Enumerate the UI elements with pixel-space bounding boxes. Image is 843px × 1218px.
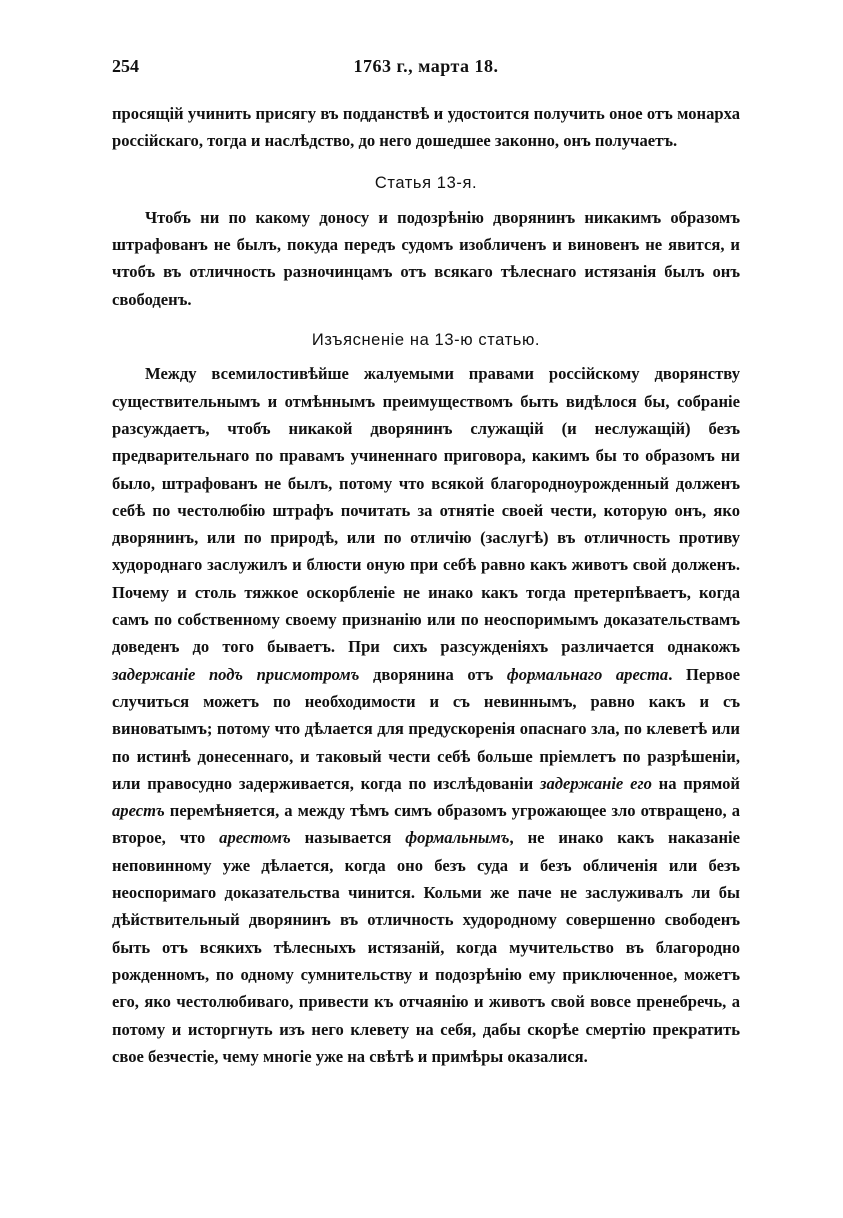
explanation-text: называется [290,828,406,848]
explanation-heading: Изъясненіе на 13-ю статью. [311,331,541,350]
italic-term: формальнаго ареста [506,664,669,684]
explanation-text: , не инако какъ наказаніе неповинному уже дѣлается, когда оно безъ суда и безъ обличенія или безъ неоспоримаго доказательства чинится. Кольми же паче не заслуживалъ ли бы дѣйствительный дворянинъ въ отличность худородному совершенно свободенъ быть отъ всякихъ тѣлесныхъ истязаній, когда мучительство въ благородно рожденномъ, по одному сумнительству и подозрѣнію ему приключенное, можетъ его, яко честолюбиваго, привести къ отчаянію и животъ свой вовсе пренебречь, а потому и исторгнуть изъ него клевету на себя, дабы скорѣе смертію прекратить свое безчестіе, чему многіе уже на свѣтѣ и примѣры оказалися. [112,828,740,1066]
italic-term: задержаніе подъ присмотромъ [112,664,360,684]
running-title: 1763 г., марта 18. [353,56,499,76]
italic-term: формальнымъ [405,828,510,848]
explanation-paragraph [112,360,740,1070]
italic-term: задержаніе его [539,773,652,793]
explanation-text: на прямой [651,773,740,793]
article-heading: Статья 13-я. [374,173,478,192]
page-body [112,100,740,1070]
continuation-paragraph: просящій учинить присягу въ подданствѣ и удостоится получить оное отъ монарха россійскаго, тогда и наслѣдство, до него дошедшее законно, онъ получаетъ. [112,104,740,151]
explanation-text: Между всемилостивѣйше жалуемыми правами россійскому дворянству существительнымъ и отмѣннымъ преимуществомъ быть видѣлося бы, собраніе разсуждаетъ, чтобъ никакой дворянинъ служащій (и неслужащій) безъ предварительнаго по правамъ учиненнаго приговора, какимъ бы то образомъ ни было, штрафованъ не былъ, потому что всякой благородноурожденный долженъ себѣ по честолюбію штрафъ почитать за отнятіе своей чести, которую онъ, яко дворянинъ, или по природѣ, или по отличію (заслугѣ) въ отличность противу худороднаго заслужилъ и блюсти оную при себѣ равно какъ животъ свой долженъ. Почему и столь тяжкое оскорбленіе не инако какъ тогда претерпѣваетъ, когда самъ по собственному своему признанію или по неоспоримымъ доказательствамъ доведенъ до того бываетъ. При сихъ разсужденіяхъ различается однакожъ [112,364,740,657]
running-header [112,56,740,86]
italic-term: арестъ [112,801,165,821]
explanation-text: перемѣняется, а между тѣмъ симъ образомъ угрожающее зло отвращено, а второе, что [112,801,740,848]
italic-term: арестомъ [219,828,291,848]
page-number: 254 [112,56,139,76]
explanation-text: дворянина отъ [359,664,507,684]
article-text: Чтобъ ни по какому доносу и подозрѣнію дворянинъ никакимъ образомъ штрафованъ не былъ, покуда передъ судомъ изобличенъ и виновенъ не явится, и чтобъ въ отличность разночинцамъ отъ всякаго тѣлеснаго истязанія былъ онъ свободенъ. [112,207,740,309]
explanation-text: . Первое случиться можетъ по необходимости и съ невиннымъ, равно какъ и съ виноватымъ; потому что дѣлается для предускоренія опаснаго зла, по клеветѣ или по истинѣ донесеннаго, и таковый чести себѣ больше пріемлетъ по разрѣшеніи, или правосудно задерживается, когда по изслѣдованіи [112,664,740,793]
